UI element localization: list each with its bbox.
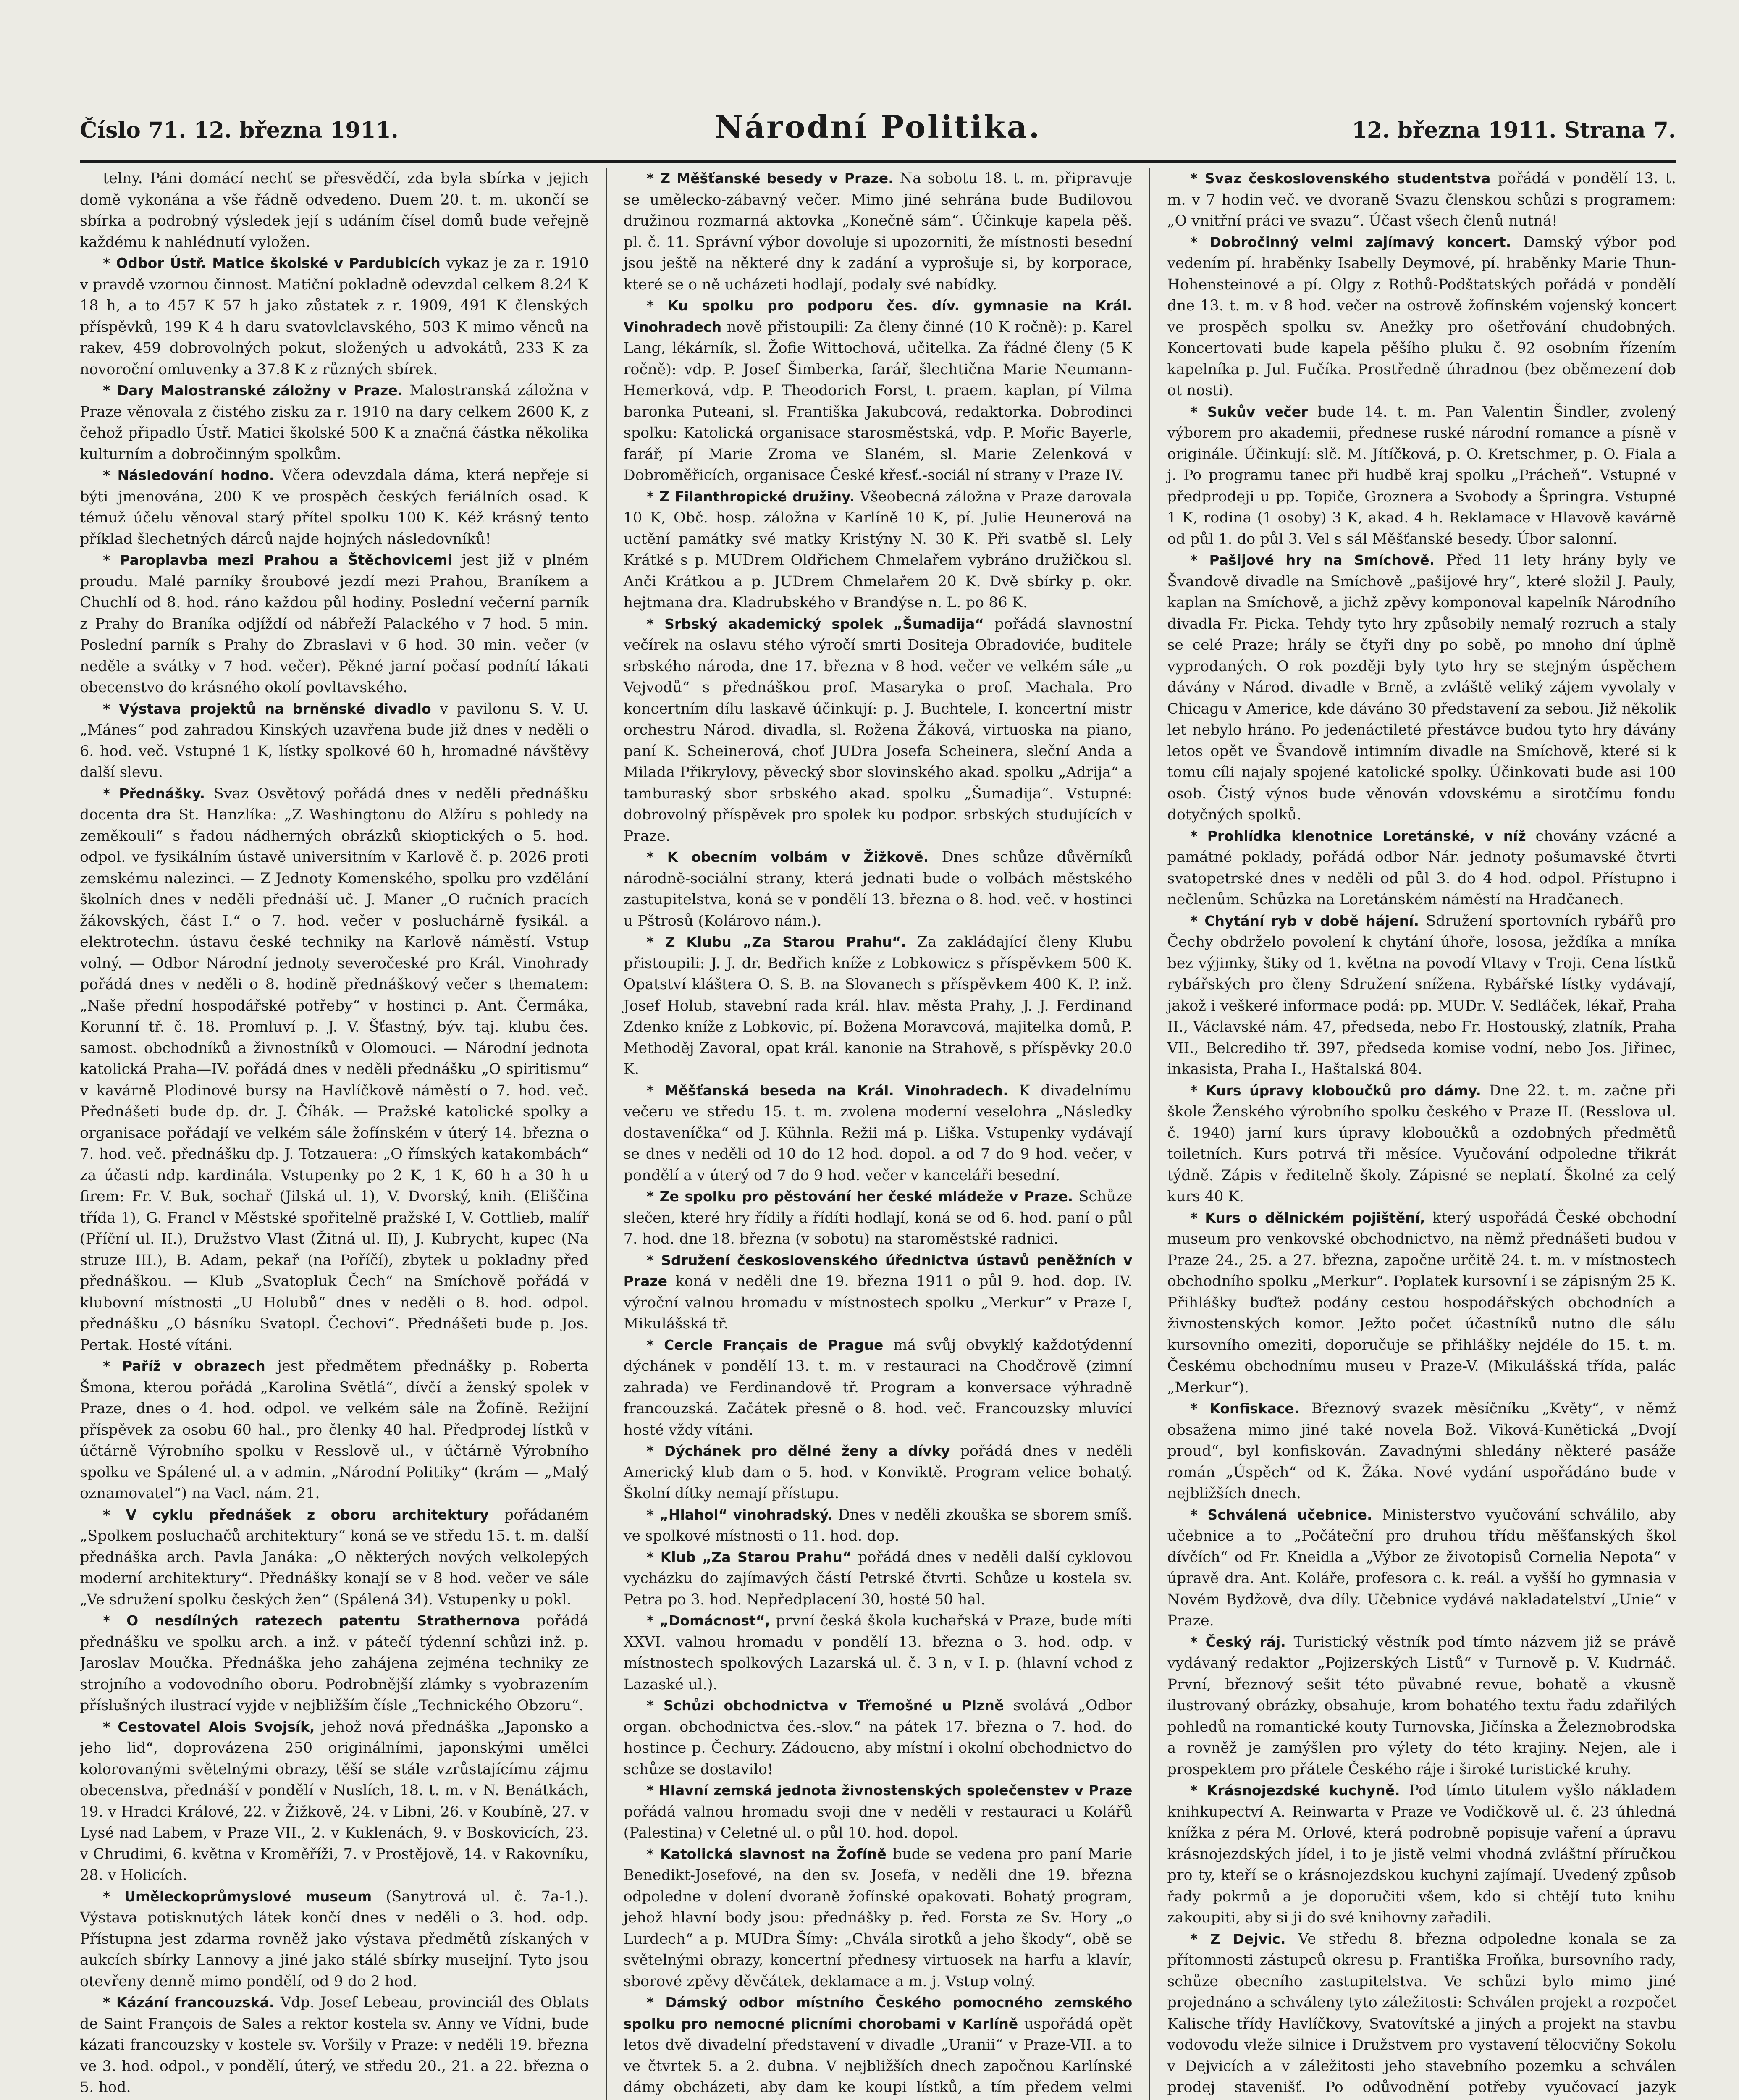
article bbox=[80, 1992, 589, 2098]
article-body: Ministerstvo vyučování schválilo, aby učebnice a to „Počáteční pro druhou třídu měšťanských škol dívčích“ od Fr. Kneidla a „Výbor ze životopisů Cornelia Nepota“ v úpravě dra. Ant. Koláře, profesora c. k. reál. a vyšší ho gymnasia v Novém Bydžově, dva díly. Učebnice vydává nakladatelství „Unie“ v Praze. bbox=[1167, 1506, 1676, 1629]
article bbox=[80, 698, 589, 783]
article-body: Sdružení sportovních rybářů pro Čechy obdrželo povolení k chytání úhoře, lososa, ježdíka a mníka bez výjimky, štiky od 1. května na povodí Vltavy v Troji. Cena lístků rybářských pro členy Sdružení snížena. Rybářské lístky vydávají, jakož i veškeré informace podá: pp. MUDr. V. Sedláček, lékař, Praha II., Václavské nám. 47, předseda, nebo Fr. Hostouský, zlatník, Praha VII., Belcrediho tř. 397, předseda komise vodní, nebo Jos. Jiřinec, inkasista, Praha I., Haštalská 804. bbox=[1167, 912, 1676, 1078]
article-heading: * Katolická slavnost na Žofíně bbox=[646, 1845, 887, 1862]
article-heading: * Ku spolku pro podporu čes. dív. gymnasie na Král. Vinohradech bbox=[623, 297, 1133, 335]
article bbox=[80, 1717, 589, 1886]
article bbox=[624, 932, 1133, 1080]
article-heading: * Cercle Français de Prague bbox=[646, 1336, 884, 1353]
article-heading: * Dámský odbor místního Českého pomocného zemského spolku pro nemocné plicními chorobami v Karlíně bbox=[623, 1994, 1133, 2032]
article-heading: * Z Dejvic. bbox=[1190, 1930, 1286, 1947]
article bbox=[624, 1504, 1133, 1547]
article bbox=[624, 1441, 1133, 1504]
article-heading: * Z Měšťanské besedy v Praze. bbox=[646, 170, 894, 186]
article-heading: * Výstava projektů na brněnské divadlo bbox=[103, 700, 431, 717]
article-heading: * Paroplavba mezi Prahou a Štěchovicemi bbox=[103, 552, 452, 568]
article bbox=[624, 486, 1133, 614]
article bbox=[624, 1335, 1133, 1441]
article-body: jehož nová přednáška „Japonsko a jeho lid“, doprovázena 250 originálními, japonskými umělci kolorovanými světelnými obrazy, těší se stále vzrůstajícímu zájmu obecenstva, přednáší v pondělí v Nuslích, 18. t. m. v N. Benátkách, 19. v Hradci Králové, 22. v Žižkově, 24. v Libni, 26. v Koubíně, 27. v Lysé nad Labem, v Praze VII., 2. v Kuklenách, 9. v Boskovicích, 23. v Chrudimi, 6. května v Kroměříži, 7. v Prostějově, 14. v Rakovníku, 28. v Holicích. bbox=[80, 1718, 589, 1884]
article bbox=[624, 295, 1133, 486]
article bbox=[80, 1886, 589, 1992]
article bbox=[1167, 1632, 1676, 1780]
article-heading: * Přednášky. bbox=[103, 785, 205, 802]
article bbox=[624, 1610, 1133, 1695]
article bbox=[624, 1547, 1133, 1611]
article-body: který uspořádá České obchodní museum pro venkovské obchodnictvo, na němž přednášeti budou v Praze 24., 25. a 27. března, započne určitě 24. t. m. v místnostech obchodního spolku „Merkur“. Poplatek kursovní i se zápisným 25 K. Přihlášky buďtež podány cestou hospodářských obchodních a živnostenských komor. Ježto počet účastníků nutno dle sálu kursovního omeziti, doporučuje se přihlášky nejdéle do 15. t. m. Českému obchodnímu museu v Praze-V. (Mikulášská třída, palác „Merkur“). bbox=[1167, 1209, 1676, 1396]
article bbox=[80, 253, 589, 380]
article-body: Dnes schůze důvěrníků národně-sociální strany, která jednati bude o volbách městského zastupitelstva, koná se v pondělí 13. března o 8. hod. več. v hostinci u Pštrosů (Kolárovo nám.). bbox=[623, 849, 1133, 929]
article-heading: * V cyklu přednášek z oboru architektury bbox=[103, 1506, 489, 1523]
article-body: Schůze slečen, které hry řídily a řídíti hodlají, koná se od 6. hod. paní o půl 7. hod. dne 18. března (v sobotu) na staroměstské radnici. bbox=[623, 1188, 1133, 1247]
article bbox=[1167, 550, 1676, 826]
article-heading: * Prohlídka klenotnice Loretánské, v níž bbox=[1190, 827, 1526, 844]
article-body: Ve středu 8. března odpoledne konala se za přítomnosti zástupců okresu p. Františka Froňka, bursovního rady, schůze obecního zastupitelstva. Ve schůzi bylo mimo jiné projednáno a schváleny tyto záležitosti: Schválen projekt a rozpočet Kalische třídy Havlíčkovy, Svatovítské a jiných a projekt na stavbu vodovodu vleže silnice i Družstvem pro vystavení tělocvičny Sokolu v Dejvicích a v záležitosti jeho stavebního pozemku a schválen prodej stavenišť. Po odůvodnění potřeby vyučovací jazyk bbox=[1167, 1930, 1676, 2096]
article-body: Turistický věstník pod tímto názvem již se právě vydávaný redaktor „Pojizerských Listů“ v Turnově p. V. Kudrnáč. První, březnový sešit této půvabné revue, bohatě a vkusně ilustrovaný obrázky, obsahuje, krom bohatého textu řadu zdařilých pohledů na romantické kouty Turnovska, Jičínska a Železnobrodska a rovněž je zamýšlen pro výlety do této krajiny. Nejen, ale i prospektem pro přátele Českého ráje i široké turistické kruhy. bbox=[1167, 1633, 1676, 1778]
article-heading: * Sdružení československého úřednictva ústavů peněžních v Praze bbox=[623, 1252, 1133, 1289]
article-heading: * Z Klubu „Za Starou Prahu“. bbox=[646, 934, 907, 950]
article bbox=[624, 1780, 1133, 1844]
article-body: pořádá dnes v neděli Americký klub dam o 5. hod. v Konviktě. Program velice bohatý. Školní dítky nemají přístupu. bbox=[623, 1443, 1133, 1502]
article-body: Včera odevzdala dáma, která nepřeje si býti jmenována, 200 K ve prospěch českých feriálních osad. K témuž účelu věnoval starý přítel spolku 100 K. Kéž krásný tento příklad šlechetných dárců najde hojných následovníků! bbox=[80, 467, 589, 548]
article-body: Před 11 lety hrány byly ve Švandově divadle na Smíchově „pašijové hry“, které složil J. Pauly, kaplan na Smíchově, a jichž zpěvy komponoval kapelník Národního divadla Fr. Picka. Tehdy tyto hry způsobily nemalý rozruch a staly se celé Praze; hrály se čtyři dny po sobě, po mnoho dní úplně vyprodaných. O rok později byly tyto hry se stejným úspěchem dávány v Národ. divadle v Brně, a zvláště veliký zájem vyvolaly v Chicagu v Americe, kde dáváno 30 představení za sebou. Již několik let nebylo hráno. Po jedenáctileté přestávce budou tyto hry dávány letos opět ve Švandově intimním divadle na Smíchově, které si k tomu cíli najaly spojené katolické spolky. Účinkovati bude asi 100 osob. Čistý výnos bude věnován vdovskému a sirotčímu fondu dotyčných spolků. bbox=[1167, 552, 1676, 823]
column-1 bbox=[80, 168, 589, 2100]
article-body: bude se vedena pro paní Marie Benedikt-Josefové, na den sv. Josefa, v neděli dne 19. března odpoledne v dolení dvoraně žofínské opakovati. Bohatý program, jehož hlavní body jsou: přednášky p. řed. Forsta ze Sv. Hory „o Lurdech“ a p. MUDra Šímy: „Chvála sirotků a jeho škody“, obě se světelnými obrazy, koncertní přednesy virtuosek na harfu a klavír, sborové zpěvy děvčátek, deklamace a m. j. Vstup volný. bbox=[623, 1845, 1133, 1990]
article-body: bude 14. t. m. Pan Valentin Šindler, zvolený výborem pro akademii, přednese ruské národní romance a písně v originále. Účinkují: slč. M. Jítíčková, p. O. Kretschmer, p. O. Fiala a j. Po programu tanec při hudbě kraj spolku „Prácheň“. Vstupné v předprodeji u pp. Topiče, Groznera a Svobody a Špringra. Vstupné 1 K, rodina (1 osoby) 3 K, akad. 4 h. Reklamace v Hlavově kavárně od půl 1. do půl 3. Vel s sál Měšťanské besedy. Úbor salonní. bbox=[1167, 403, 1676, 548]
article-body: Dne 22. t. m. začne při škole Ženského výrobního spolku českého v Praze II. (Resslova ul. č. 1940) jarní kurs úpravy kloboučků a ozdobných předmětů toiletních. Kurs potrvá tři měsíce. Vyučování odpoledne třikrát týdně. Zápis v ředitelně školy. Zápisné se neplatí. Školné za celý kurs 40 K. bbox=[1167, 1082, 1676, 1205]
article bbox=[624, 168, 1133, 295]
article bbox=[1167, 911, 1676, 1080]
article-body: nově přistoupili: Za členy činné (10 K ročně): p. Karel Lang, lékárník, sl. Žofie Wittochová, učitelka. Za řádné členy (5 K ročně): vdp. P. Josef Šimberka, farář, šlechtična Marie Neumann-Hemerková, vdp. P. Theodorich Forst, t. praem. kaplan, pí Vilma baronka Puteani, sl. Františka Jakubcová, redaktorka. Dobrodinci spolku: Katolická organisace starosměstská, vdp. P. Mořic Bayerle, farář, pí Marie Zroma ve Slaném, sl. Marie Zelenková v Dobroměřicích, organisace České křesť.-sociál ní strany v Praze IV. bbox=[623, 318, 1133, 484]
article bbox=[624, 1080, 1133, 1186]
article bbox=[80, 550, 589, 698]
article bbox=[624, 1844, 1133, 1992]
article bbox=[80, 168, 589, 253]
article bbox=[1167, 1398, 1676, 1504]
article bbox=[80, 1504, 589, 1611]
masthead bbox=[80, 105, 1676, 155]
article-body: telny. Páni domácí nechť se přesvědčí, zda byla sbírka v jejich domě vykonána a vše řádně odvedeno. Duem 20. t. m. ukončí se sbírka a podrobný výsledek její s udáním čísel domů bude veřejně každému k nahlédnutí vyložen. bbox=[80, 170, 589, 251]
article-heading: * Paříž v obrazech bbox=[103, 1358, 265, 1374]
article bbox=[624, 1250, 1133, 1335]
article bbox=[1167, 168, 1676, 232]
article-heading: * Schválená učebnice. bbox=[1190, 1506, 1372, 1523]
article-heading: * Cestovatel Alois Svojsík, bbox=[103, 1718, 315, 1735]
article-heading: * Klub „Za Starou Prahu“ bbox=[646, 1549, 852, 1565]
article-body: v pavilonu S. V. U. „Mánes“ pod zahradou Kinských uzavřena bude již dnes v neděli o 6. hod. več. Vstupné 1 K, lístky spolkové 60 h, hromadné návštěvy další slevu. bbox=[80, 700, 589, 781]
article-heading: * K obecním volbám v Žižkově. bbox=[646, 849, 929, 865]
article-heading: * Měšťanská beseda na Král. Vinohradech. bbox=[646, 1082, 1008, 1099]
article-body: koná v neděli dne 19. března 1911 o půl 9. hod. dop. IV. výroční valnou hromadu v místnostech spolku „Merkur“ v Praze I, Mikulášská tř. bbox=[623, 1273, 1133, 1332]
article-heading: * Z Filanthropické družiny. bbox=[646, 488, 855, 505]
article bbox=[80, 380, 589, 465]
article-body: chovány vzácné a památné poklady, pořádá odbor Nár. jednoty pošumavské čtvrti svatopetrské dnes v neděli od půl 3. do 4 hod. odpol. Přístupno i nečlenům. Schůzka na Loretánském náměstí na Hradčanech. bbox=[1167, 827, 1676, 908]
article-body: jest předmětem přednášky p. Roberta Šmona, kterou pořádá „Karolina Světlá“, dívčí a ženský spolek v Praze, dnes o 4. hod. odpol. ve velkém sále na Žofíně. Režijní příspěvek za osobu 60 hal., pro členky 40 hal. Předprodej lístků v účtárně Výrobního spolku v Resslově ul., v účtárně Výrobního spolku ve Spálené ul. a v admin. „Národní Politiky“ (krám — „Malý oznamovatel“) na Vacl. nám. 21. bbox=[80, 1358, 589, 1502]
article-body: K divadelnímu večeru ve středu 15. t. m. zvolena moderní veselohra „Následky dostaveníčka“ od J. Kühnla. Režii má p. Liška. Vstupenky vydávají se dnes v neděli od 10 do 12 hod. dopol. a od 7 do 9 hod. večer, v pondělí a v úterý od 7 do 9 hod. večer v kanceláři besední. bbox=[623, 1082, 1133, 1184]
article bbox=[80, 1356, 589, 1504]
article-body: svolává „Odbor organ. obchodnictva čes.-slov.“ na pátek 17. března o 7. hod. do hostince p. Čechury. Zádoucno, aby místní i okolní obchodnictvo do schůze se dostavilo! bbox=[623, 1697, 1133, 1778]
article bbox=[1167, 826, 1676, 911]
article-body: uspořádá opět letos dvě divadelní představení v divadle „Uranii“ v Praze-VII. a to ve čtvrtek 5. a 2. dubna. V nejbližších dnech započnou Karlínské dámy obcházeti, aby dam ke koupi lístků, a tím předem velmi bbox=[623, 2015, 1133, 2096]
article-body: Pod tímto titulem vyšlo nákladem knihkupectví A. Reinwarta v Praze ve Vodičkově ul. č. 23 úhledná knížka z péra M. Orlové, která podrobně popisuje vaření a úpravu krásnojezdských jídel, i to je jistě velmi vhodná zvláštní příručkou pro ty, kteří se o krásnojezdskou kuchyni zajímají. Uvedený způsob řady pokrmů a je doporučiti všem, kdo si chtějí tuto knihu zakoupiti, aby si ji do své knihovny zařadili. bbox=[1167, 1782, 1676, 1926]
article-body: první česká škola kuchařská v Praze, bude míti XXVI. valnou hromadu v pondělí 13. března o 3. hod. odp. v místnostech spolkových Lazarská ul. č. 3 n, v I. p. (hlavní vchod z Lazaské ul.). bbox=[623, 1612, 1133, 1693]
article-heading: * Pašijové hry na Smíchově. bbox=[1190, 552, 1435, 568]
article bbox=[80, 465, 589, 550]
masthead-rule bbox=[80, 160, 1676, 163]
article-heading: * Dobročinný velmi zajímavý koncert. bbox=[1190, 234, 1511, 250]
article bbox=[80, 1610, 589, 1717]
article-body: Dnes v neděli zkouška se sborem smíš. ve spolkové místnosti o 11. hod. dop. bbox=[623, 1506, 1133, 1544]
article bbox=[1167, 1504, 1676, 1632]
article-body: Na sobotu 18. t. m. připravuje se umělecko-zábavný večer. Mimo jiné sehrána bude Budilovou družinou rozmarná aktovka „Konečně sám“. Účinkuje kapela pěš. pl. č. 11. Správní výbor dovoluje si upozorniti, že místnosti besední jsou ještě na některé dny k zadání a vyprošuje si, by korporace, které se o ně ucházeti hodlají, podaly své nabídky. bbox=[623, 170, 1133, 293]
article-heading: * Odbor Ústř. Matice školské v Pardubicích bbox=[103, 255, 441, 271]
article bbox=[1167, 402, 1676, 550]
article-heading: * Hlavní zemská jednota živnostenských společenstev v Praze bbox=[646, 1782, 1133, 1798]
date-page-number: 12. března 1911. Strana 7. bbox=[1351, 118, 1676, 143]
article bbox=[624, 847, 1133, 932]
article-body: pořádá přednášku ve spolku arch. a inž. v pátečí týdenní schůzi inž. p. Jaroslav Moučka. Přednáška jeho zahájena zejména techniky ze strojního a vodovodního oboru. Podrobnější zlámky s vyobrazením příslušných ilustrací vyjde v nejbližším čísle „Technického Obzoru“. bbox=[80, 1612, 589, 1714]
article bbox=[624, 1992, 1133, 2100]
article-body: Vdp. Josef Lebeau, provinciál des Oblats de Saint François de Sales a rektor kostela sv. Anny ve Vídni, bude kázati francouzsky v kostele sv. Voršily v Praze: v neděli 19. března ve 3. hod. odpol., v pondělí, úterý, ve středu 20., 21. a 22. března o 5. hod. bbox=[80, 1994, 589, 2096]
article-heading: * Konfiskace. bbox=[1190, 1400, 1300, 1417]
article-body: Březnový svazek měsíčníku „Květy“, v němž obsažena mimo jiné také novela Bož. Viková-Kunětická „Dvojí proud“, byl konfiskován. Zavadnými shledány některé pasáže román „Úspěch“ od K. Žáka. Nové vydání uspořádáno bude v nejbližších dnech. bbox=[1167, 1400, 1676, 1502]
article bbox=[624, 1695, 1133, 1780]
article-body: Za zakládající členy Klubu přistoupili: J. J. dr. Bedřich kníže z Lobkowicz s příspěvkem 500 K. Opatství kláštera O. S. B. na Slovanech s příspěvkem 400 K. P. inž. Josef Holub, stavební rada král. hlav. města Prahy, J. J. Ferdinand Zdenko kníže z Lobkovic, pí. Božena Moravcová, majitelka domů, P. Methoděj Zavoral, opat král. kanonie na Strahově, s příspěvky 20.0 K. bbox=[623, 934, 1133, 1078]
article-body: jest již v plném proudu. Malé parníky šroubové jezdí mezi Prahou, Braníkem a Chuchlí od 8. hod. ráno každou půl hodiny. Poslední večerní parník z Prahy do Braníka odjíždí od nábřeží Palackého v 7 hod. 5 min. Poslední parník s Prahy do Zbraslavi v 6 hod. 30 min. večer (v neděle a svátky v 7 hod. večer). Pěkné jarní počasí podnítí lákati obecenstvo do krásného okolí povltavského. bbox=[80, 552, 589, 696]
article-body: pořádá v pondělí 13. t. m. v 7 hodin več. ve dvoraně Svazu členskou schůzi s programem: „O vnitřní práci ve svazu“. Účast všech členů nutná! bbox=[1167, 170, 1676, 229]
article bbox=[1167, 1929, 1676, 2100]
article-heading: * Ze spolku pro pěstování her české mládeže v Praze. bbox=[646, 1188, 1073, 1205]
article-body: vykaz je za r. 1910 v pravdě vzornou činnost. Matiční pokladně odevzdal celkem 8.24 K 18 h, a to 457 K 57 h jako zůstatek z r. 1909, 491 K členských příspěvků, 199 K 4 h daru svatovlclavského, 503 K mimo věnců na rakev, 459 dobrovolných pokut, složených u advokátů, 233 K za novoroční omluvenky a 37.8 K z různých sbírek. bbox=[80, 255, 589, 378]
article-heading: * Český ráj. bbox=[1190, 1633, 1286, 1650]
article-body: pořádá valnou hromadu svoji dne v neděli v restauraci u Kolářů (Palestina) v Celetné ul. o půl 10. hod. dopol. bbox=[623, 1803, 1133, 1841]
article bbox=[1167, 1208, 1676, 1399]
article-heading: * Dýchánek pro dělné ženy a dívky bbox=[646, 1443, 950, 1459]
article-body: Svaz Osvětový pořádá dnes v neděli přednášku docenta dra St. Hanzlíka: „Z Washingtonu do Alžíru s pohledy na zeměkouli“ s řadou nádherných obrázků skioptických o 5. hod. odpol. ve fysikálním ústavě universitním v Karlově č. p. 2026 proti zemskému nalezinci. — Z Jednoty Komenského, spolku pro vzdělání školních dnes v neděli přednáší uč. J. Maner „O ručních pracích žákovských, část I.“ o 7. hod. večer v posluchárně fysikál. a elektrotechn. ústavu české techniky na Karlově náměstí. Vstup volný. — Odbor Národní jednoty severočeské pro Král. Vinohrady pořádá dnes v neděli o 8. hodině přednáškový večer s thematem: „Naše přední hospodářské potřeby“ v hostinci p. Ant. Čermáka, Korunní tř. č. 18. Promluví p. J. V. Šťastný, býv. taj. klubu čes. samost. obchodníků a živnostníků v Olomouci. — Národní jednota katolická Praha—IV. pořádá dnes v neděli přednášku „O spiritismu“ v kavárně Plodinové bursy na Havlíčkově náměstí o 7. hod. več. Přednášeti bude dp. dr. J. Číhák. — Pražské katolické spolky a organisace pořádají ve velkém sále žofínském v úterý 14. března o 7. hod. več. přednášku dp. J. Totzauera: „O římských katakombách“ za účasti ndp. kardinála. Vstupenky po 2 K, 1 K, 60 h a 30 h u firem: Fr. V. Buk, sochař (Jilská ul. 1), V. Dvorský, knih. (Eliščina třída 1), G. Francl v Městské spořitelně pražské I, V. Gottlieb, malíř (Příční ul. II.), Družstvo Vlast (Žitná ul. II), J. Kubrycht, kupec (Na struze III.), B. Adam, pekař (na Poříčí), zbytek u pokladny před přednáškou. — Klub „Svatopluk Čech“ na Smíchově pořádá v klubovní místnosti „U Holubů“ dnes v neděli o 8. hod. odpol. přednášku „O básníku Svatopl. Čechovi“. Přednášeti bude p. Jos. Pertak. Hosté vítáni. bbox=[80, 785, 589, 1354]
article bbox=[1167, 1080, 1676, 1208]
article bbox=[624, 614, 1133, 847]
article-body: má svůj obvyklý každotýdenní dýchánek v pondělí 13. t. m. v restauraci na Chodčrově (zimní zahrada) ve Ferdinandově tř. Program a konversace výhradně francouzská. Začátek přesně o 8. hod. več. Francouzsky mluvící hosté vždy vítáni. bbox=[623, 1336, 1133, 1438]
article-body: pořádá dnes v neděli další cyklovou vycházku do zajímavých částí Petrské čtvrti. Schůze u kostela sv. Petra po 3. hod. Nepředplacení 30, hosté 50 hal. bbox=[623, 1549, 1133, 1608]
article-heading: * O nesdílných ratezech patentu Strathernova bbox=[103, 1612, 520, 1629]
article-body: Malostranská záložna v Praze věnovala z čistého zisku za r. 1910 na dary celkem 2600 K, z čehož připadlo Ústř. Matici školské 500 K a značná částka několika kulturním a dobročinným spolkům. bbox=[80, 382, 589, 463]
article-heading: * Dary Malostranské záložny v Praze. bbox=[103, 382, 403, 399]
article bbox=[80, 2098, 589, 2100]
column-2 bbox=[606, 168, 1133, 2100]
column-3 bbox=[1149, 168, 1676, 2100]
article-heading: * Krásnojezdské kuchyně. bbox=[1190, 1782, 1400, 1798]
article-heading: * Kurs úpravy kloboučků pro dámy. bbox=[1190, 1082, 1481, 1099]
article-heading: * Srbský akademický spolek „Šumadija“ bbox=[646, 615, 984, 632]
article-heading: * „Domácnost“, bbox=[646, 1612, 771, 1629]
article-heading: * Sukův večer bbox=[1190, 403, 1308, 420]
article-body: pořádaném „Spolkem posluchačů architektury“ koná se ve středu 15. t. m. další přednáška arch. Pavla Janáka: „O některých nových velkolepých moderní architektury“. Přednášky konají se v 8 hod. večer ve sále „Ve sdružení spolku českých žen“ (Spálená 34). Vstupenky u pokl. bbox=[80, 1506, 589, 1608]
article bbox=[1167, 232, 1676, 402]
article-body: pořádá slavnostní večírek na oslavu stého výročí smrti Dositeja Obradoviće, buditele srbského národa, dne 17. března v 8 hod. večer ve velkém sále „u Vejvodů“ s přednáškou prof. Masaryka o prof. Machala. Pro koncertním dílu laskavě účinkují: p. J. Buchtele, I. koncertní mistr orchestru Národ. divadla, sl. Rožena Žáková, virtuoska na piano, paní K. Scheinerová, choť JUDra Josefa Scheinera, sleční Anda a Milada Přikrylovy, pěvecký sbor slovinského akad. spolku „Adrija“ a tamburaský sbor srbského akad. spolku „Šumadija“. Vstupné: dobrovolný příspěvek pro spolek ku podpor. srbských studujících v Praze. bbox=[623, 615, 1133, 845]
article-heading: * Chytání ryb v době hájení. bbox=[1190, 912, 1419, 929]
article-heading: * Kurs o dělnickém pojištění, bbox=[1190, 1209, 1425, 1226]
issue-number-date: Číslo 71. 12. března 1911. bbox=[80, 118, 399, 143]
article-heading: * Kázání francouzská. bbox=[103, 1994, 275, 2011]
article-heading: * Svaz československého studentstva bbox=[1190, 170, 1491, 186]
article-heading: * Následování hodno. bbox=[103, 467, 275, 483]
article-heading: * Schůzi obchodnictva v Třemošné u Plzně bbox=[646, 1697, 1004, 1714]
article-body: Všeobecná záložna v Praze darovala 10 K, Obč. hosp. záložna v Karlíně 10 K, pí. Julie Heunerová na uctění památky své matky Kristýny N. 30 K. Při svatbě sl. Lely Krátké s p. MUDrem Oldřichem Chmelařem vybráno družičkou sl. Anči Krátkou a p. JUDrem Chmelařem 20 K. Dvě sbírky p. okr. hejtmana dra. Kladrubského v Brandýse n. L. po 86 K. bbox=[623, 488, 1133, 611]
newspaper-title: Národní Politika. bbox=[714, 109, 1041, 145]
article-heading: * „Hlahol“ vinohradský. bbox=[646, 1506, 833, 1523]
article bbox=[1167, 1780, 1676, 1929]
columns bbox=[80, 168, 1676, 2100]
article-heading: * Uměleckoprůmyslové museum bbox=[103, 1888, 372, 1905]
article bbox=[624, 1186, 1133, 1250]
article bbox=[80, 783, 589, 1356]
article-body: (Sanytrová ul. č. 7a-1.). Výstava potisknutých látek končí dnes v neděli o 3. hod. odp. Přístupna jest zdarma rovněž jako výstava předmětů získaných v aukcích sbírky Lannovy a jiné jako stálé sbírky museijní. Tyto jsou otevřeny denně mimo pondělí, od 9 do 2 hod. bbox=[80, 1888, 589, 1990]
article-body: Damský výbor pod vedením pí. hraběnky Isabelly Deymové, pí. hraběnky Marie Thun-Hohensteinové a pí. Olgy z Rothů-Podštatských pořádá v pondělí dne 13. t. m. v 8 hod. večer na ostrově žofínském vojenský koncert ve prospěch spolku sv. Anežky pro ošetřování chudobných. Koncertovati bude kapela pěšího pluku č. 92 osobním řízením kapelníka p. Jul. Fučíka. Prostředně úhradnou (bez oběmezení dob ot nosti). bbox=[1167, 234, 1676, 399]
